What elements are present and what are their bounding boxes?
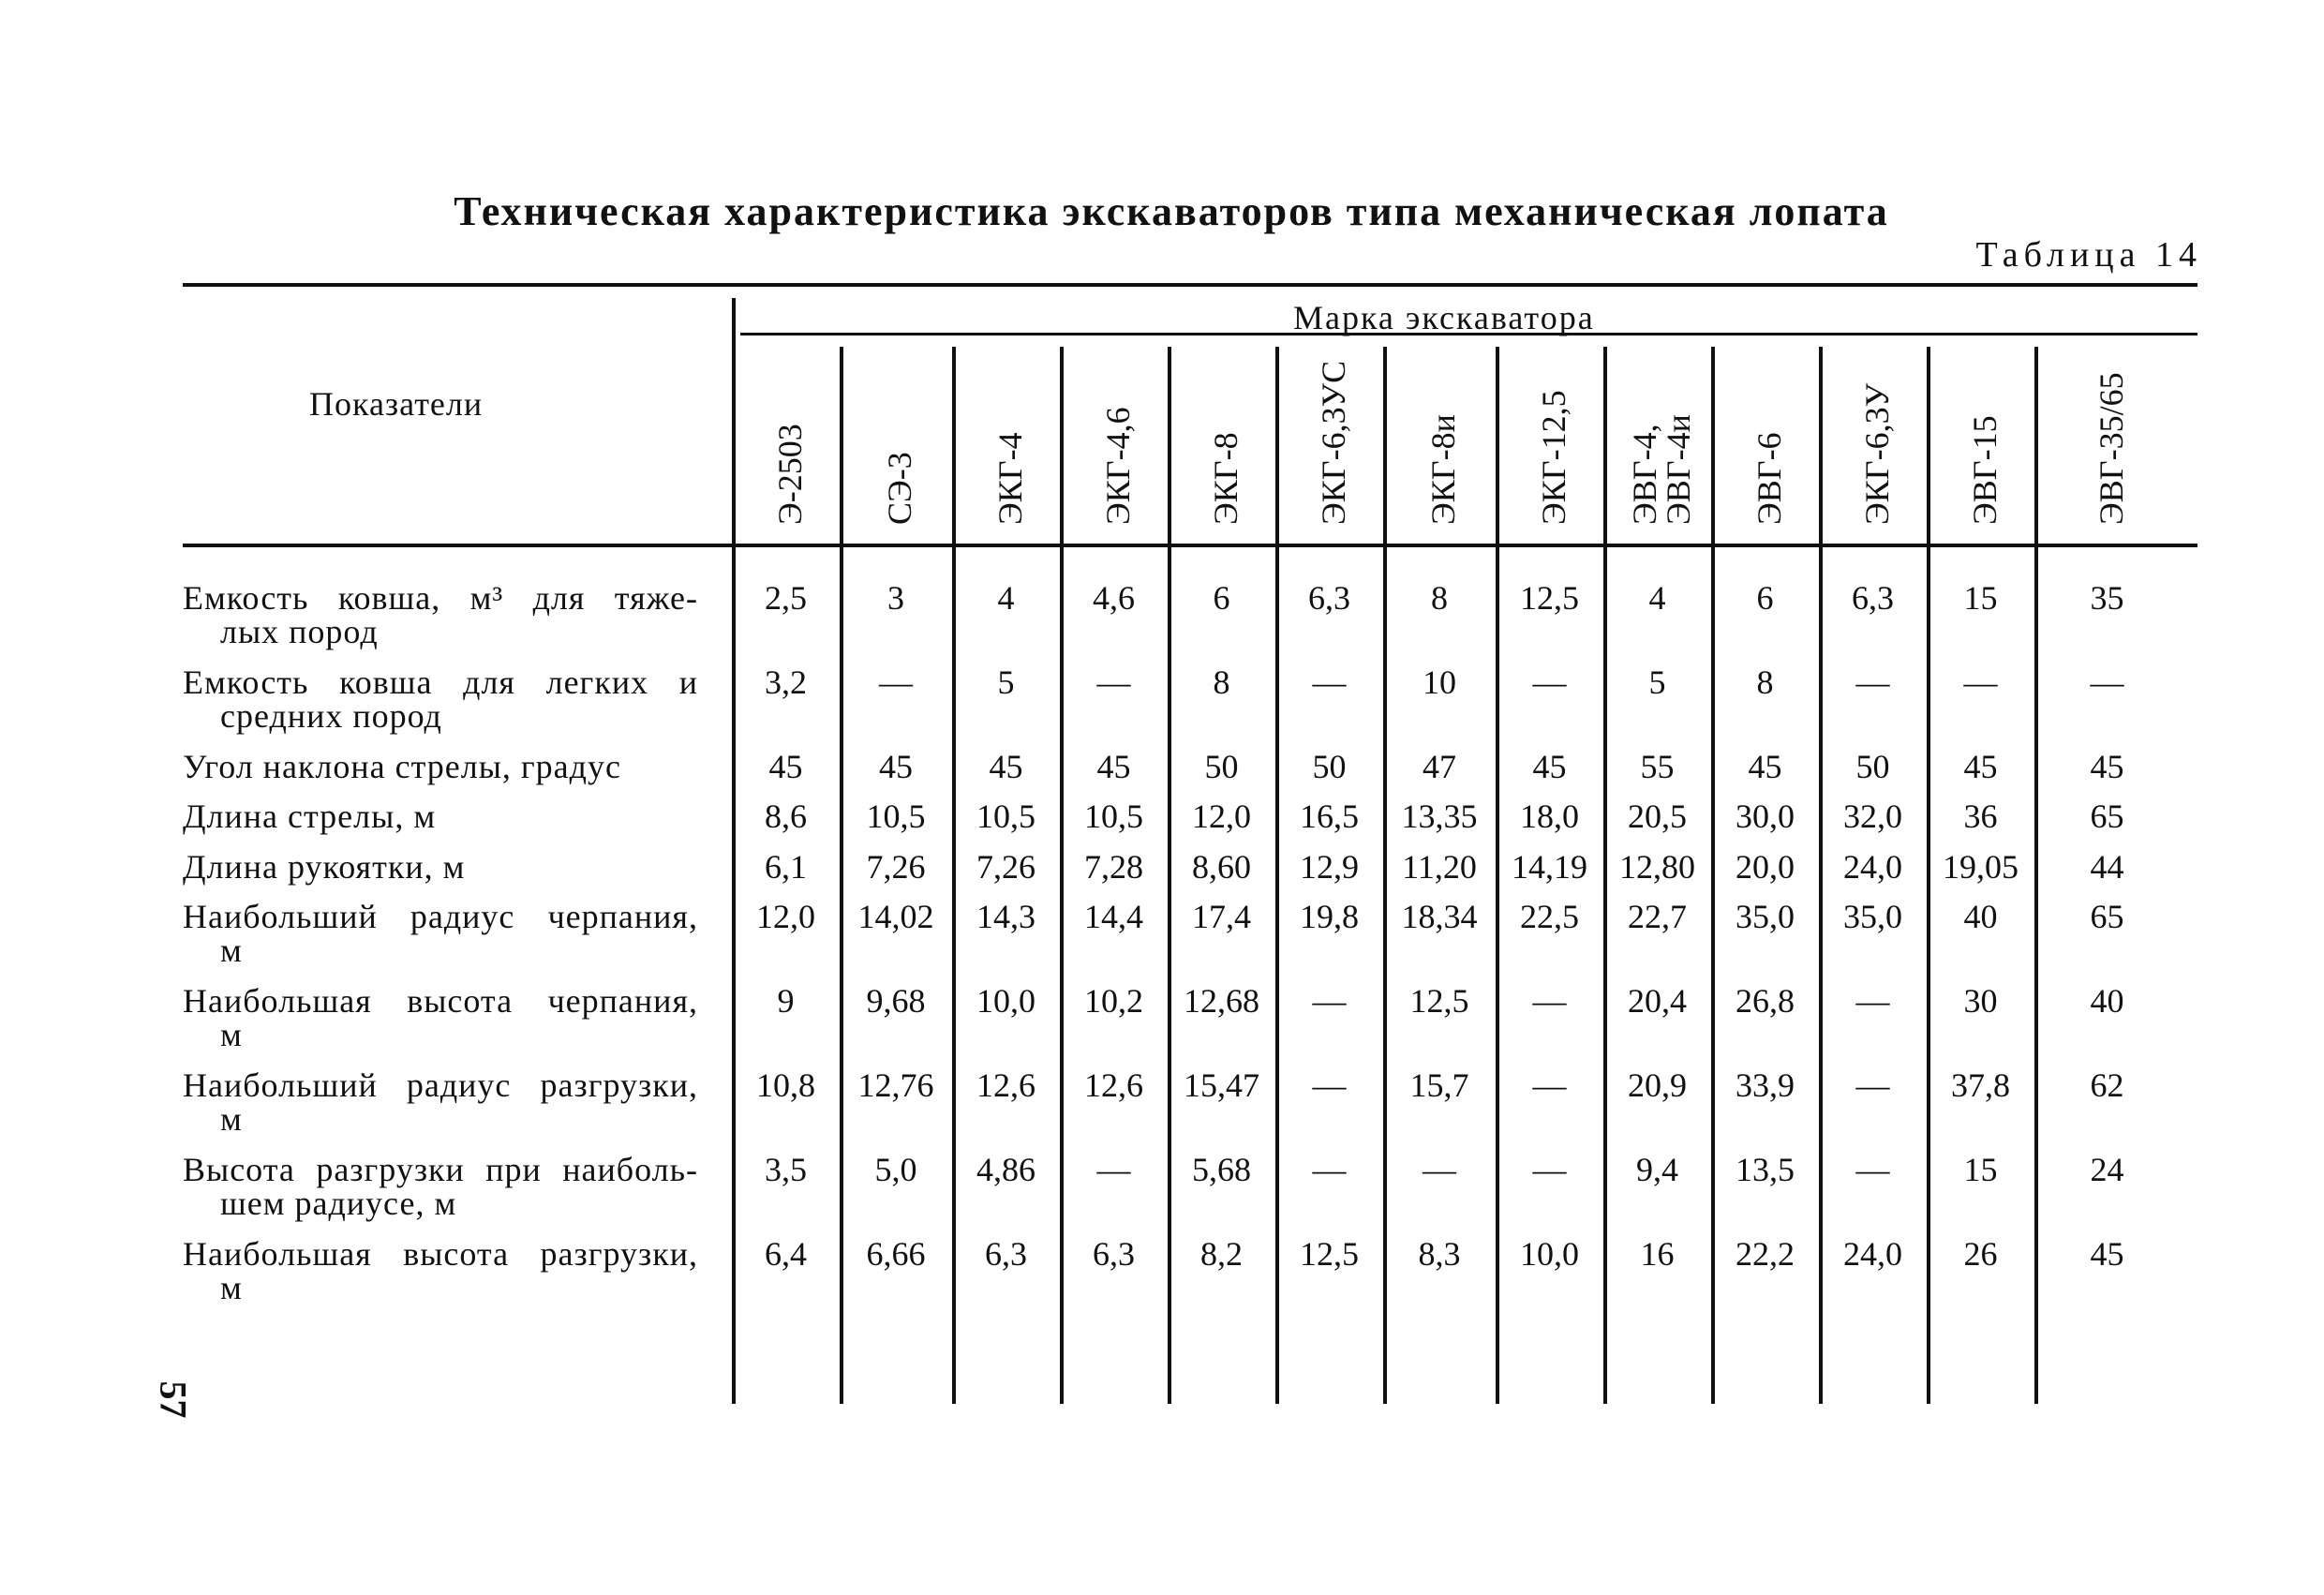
table-cell: 6,3 <box>985 1235 1027 1273</box>
table-cell: 6,1 <box>765 848 807 886</box>
table-cell: 44 <box>2090 848 2124 886</box>
table-cell: 50 <box>1204 748 1239 785</box>
table-cell: 8,3 <box>1418 1235 1461 1273</box>
table-cell: 10,0 <box>976 982 1035 1020</box>
row-label: Высота разгрузки при наиболь- шем радиусе, м <box>183 1151 698 1222</box>
table-cell: — <box>1855 1066 1890 1104</box>
row-label: Длина стрелы, м <box>183 798 437 835</box>
table-cell: 6,3 <box>1093 1235 1135 1273</box>
table-cell: 14,02 <box>857 898 934 935</box>
table-cell: 4 <box>997 579 1015 617</box>
table-cell: 6 <box>1213 579 1230 617</box>
table-cell: 7,28 <box>1084 848 1143 886</box>
table-cell: 47 <box>1423 748 1456 785</box>
row-label: Наибольшая высота черпания, м <box>183 982 698 1053</box>
indicators-header: Показатели <box>309 385 484 423</box>
table-cell: 26,8 <box>1736 982 1795 1020</box>
table-cell: 3,5 <box>765 1151 807 1188</box>
table-cell: — <box>1532 1151 1567 1188</box>
row-label: Емкость ковша, м³ для тяже- лых пород <box>183 579 698 650</box>
table-cell: 45 <box>2090 748 2124 785</box>
table-cell: 45 <box>879 748 913 785</box>
row-label: Угол наклона стрелы, градус <box>183 748 621 785</box>
table-cell: — <box>1312 663 1347 701</box>
table-cell: — <box>879 663 913 701</box>
table-cell: — <box>1312 982 1347 1020</box>
table-cell: 65 <box>2090 898 2124 935</box>
table-cell: 12,80 <box>1619 848 1695 886</box>
table-cell: — <box>1855 982 1890 1020</box>
table-cell: 17,4 <box>1192 898 1251 935</box>
table-cell: 3 <box>887 579 904 617</box>
table-cell: 9 <box>777 982 795 1020</box>
table-cell: 8,2 <box>1200 1235 1243 1273</box>
table-cell: 45 <box>1096 748 1131 785</box>
table-cell: 45 <box>989 748 1023 785</box>
table-number: Таблица 14 <box>1975 235 2202 275</box>
table-cell: 50 <box>1855 748 1890 785</box>
table-cell: — <box>1532 663 1567 701</box>
table-cell: — <box>2090 663 2124 701</box>
table-cell: 15 <box>1963 1151 1998 1188</box>
table-cell: 6,3 <box>1308 579 1350 617</box>
table-cell: 6,3 <box>1852 579 1894 617</box>
brand-group-header: Марка экскаватора <box>1293 299 1595 336</box>
table-cell: 5,68 <box>1192 1151 1251 1188</box>
table-cell: 12,6 <box>1084 1066 1143 1104</box>
table-cell: 7,26 <box>976 848 1035 886</box>
table-cell: 16 <box>1640 1235 1675 1273</box>
table-cell: 8,60 <box>1192 848 1251 886</box>
table-cell: 3,2 <box>765 663 807 701</box>
table-cell: 8,6 <box>765 798 807 835</box>
table-cell: 50 <box>1312 748 1347 785</box>
table-cell: 12,0 <box>1192 798 1251 835</box>
table-cell: 14,19 <box>1512 848 1587 886</box>
table-cell: 24,0 <box>1843 848 1902 886</box>
table-cell: 45 <box>2090 1235 2124 1273</box>
table-cell: 20,0 <box>1736 848 1795 886</box>
top-rule <box>183 283 2197 287</box>
table-cell: 36 <box>1963 798 1998 835</box>
table-cell: — <box>1855 1151 1890 1188</box>
table-cell: 5 <box>1648 663 1666 701</box>
table-cell: 14,4 <box>1084 898 1143 935</box>
row-label: Длина рукоятки, м <box>183 848 466 886</box>
table-cell: 5 <box>997 663 1015 701</box>
table-cell: 5,0 <box>874 1151 917 1188</box>
table-cell: 8 <box>1213 663 1230 701</box>
table-cell: — <box>1312 1151 1347 1188</box>
table-cell: — <box>1855 663 1890 701</box>
table-cell: 12,6 <box>976 1066 1035 1104</box>
table-cell: 12,5 <box>1520 579 1579 617</box>
page-number: 57 <box>152 1380 195 1419</box>
table-cell: 15,47 <box>1184 1066 1259 1104</box>
row-label: Наибольшая высота разгрузки, м <box>183 1235 698 1306</box>
table-cell: 62 <box>2090 1066 2124 1104</box>
table-cell: 24,0 <box>1843 1235 1902 1273</box>
table-cell: — <box>1096 663 1131 701</box>
table-cell: 45 <box>1532 748 1567 785</box>
table-cell: 45 <box>1963 748 1998 785</box>
table-cell: — <box>1532 982 1567 1020</box>
table-cell: — <box>1423 1151 1456 1188</box>
table-cell: 4 <box>1648 579 1666 617</box>
table-cell: 12,5 <box>1409 982 1469 1020</box>
table-cell: 11,20 <box>1402 848 1477 886</box>
table-cell: 9,4 <box>1636 1151 1678 1188</box>
row-label: Наибольший радиус черпания, м <box>183 898 698 969</box>
table-cell: — <box>1312 1066 1347 1104</box>
table-cell: 6,4 <box>765 1235 807 1273</box>
table-cell: 40 <box>2090 982 2124 1020</box>
row-label: Емкость ковша для легких и средних пород <box>183 663 698 735</box>
table-cell: 20,5 <box>1628 798 1687 835</box>
table-cell: 35,0 <box>1736 898 1795 935</box>
table-cell: 6,66 <box>866 1235 926 1273</box>
table-cell: 13,35 <box>1401 798 1478 835</box>
table-cell: 8 <box>1431 579 1448 617</box>
table-cell: 10,5 <box>866 798 926 835</box>
table-cell: 33,9 <box>1736 1066 1795 1104</box>
table-cell: 26 <box>1963 1235 1998 1273</box>
table-cell: 12,76 <box>857 1066 934 1104</box>
table-cell: 35,0 <box>1843 898 1902 935</box>
table-cell: 4,86 <box>976 1151 1035 1188</box>
table-cell: 10 <box>1423 663 1456 701</box>
table-title: Техническая характеристика экскаваторов типа механическая лопата <box>454 188 1889 234</box>
header-bottom-rule <box>183 544 2197 547</box>
table-cell: 20,4 <box>1628 982 1687 1020</box>
table-cell: 15,7 <box>1409 1066 1469 1104</box>
table-cell: 9,68 <box>866 982 926 1020</box>
table-cell: — <box>1963 663 1998 701</box>
table-cell: 7,26 <box>866 848 926 886</box>
table-cell: 2,5 <box>765 579 807 617</box>
table-cell: 10,5 <box>976 798 1035 835</box>
table-cell: 55 <box>1640 748 1675 785</box>
table-cell: 30 <box>1963 982 1998 1020</box>
table-cell: 18,0 <box>1520 798 1579 835</box>
table-cell: 24 <box>2090 1151 2124 1188</box>
table-cell: 12,5 <box>1300 1235 1359 1273</box>
table-cell: 65 <box>2090 798 2124 835</box>
table-cell: 20,9 <box>1628 1066 1687 1104</box>
row-label: Наибольший радиус разгрузки, м <box>183 1066 698 1138</box>
table-cell: 15 <box>1963 579 1998 617</box>
table-cell: 45 <box>1748 748 1782 785</box>
table-cell: — <box>1096 1151 1131 1188</box>
table-cell: 32,0 <box>1843 798 1902 835</box>
table-cell: 16,5 <box>1300 798 1359 835</box>
table-cell: 40 <box>1963 898 1998 935</box>
table-cell: 6 <box>1756 579 1774 617</box>
table-cell: 22,7 <box>1628 898 1687 935</box>
table-cell: 45 <box>768 748 803 785</box>
table-cell: 14,3 <box>976 898 1035 935</box>
table-cell: 19,05 <box>1943 848 2019 886</box>
table-cell: 12,0 <box>756 898 815 935</box>
table-cell: — <box>1532 1066 1567 1104</box>
table-cell: 22,2 <box>1736 1235 1795 1273</box>
table-cell: 37,8 <box>1951 1066 2010 1104</box>
table-cell: 10,8 <box>756 1066 815 1104</box>
table-cell: 35 <box>2090 579 2124 617</box>
table-cell: 19,8 <box>1300 898 1359 935</box>
table-cell: 8 <box>1756 663 1774 701</box>
table-cell: 18,34 <box>1401 898 1478 935</box>
table-cell: 22,5 <box>1520 898 1579 935</box>
table-cell: 30,0 <box>1736 798 1795 835</box>
table-cell: 12,68 <box>1184 982 1259 1020</box>
table-cell: 4,6 <box>1093 579 1135 617</box>
table-cell: 13,5 <box>1736 1151 1795 1188</box>
table-cell: 10,0 <box>1520 1235 1579 1273</box>
table-cell: 12,9 <box>1300 848 1359 886</box>
table-cell: 10,2 <box>1084 982 1143 1020</box>
table-cell: 10,5 <box>1084 798 1143 835</box>
